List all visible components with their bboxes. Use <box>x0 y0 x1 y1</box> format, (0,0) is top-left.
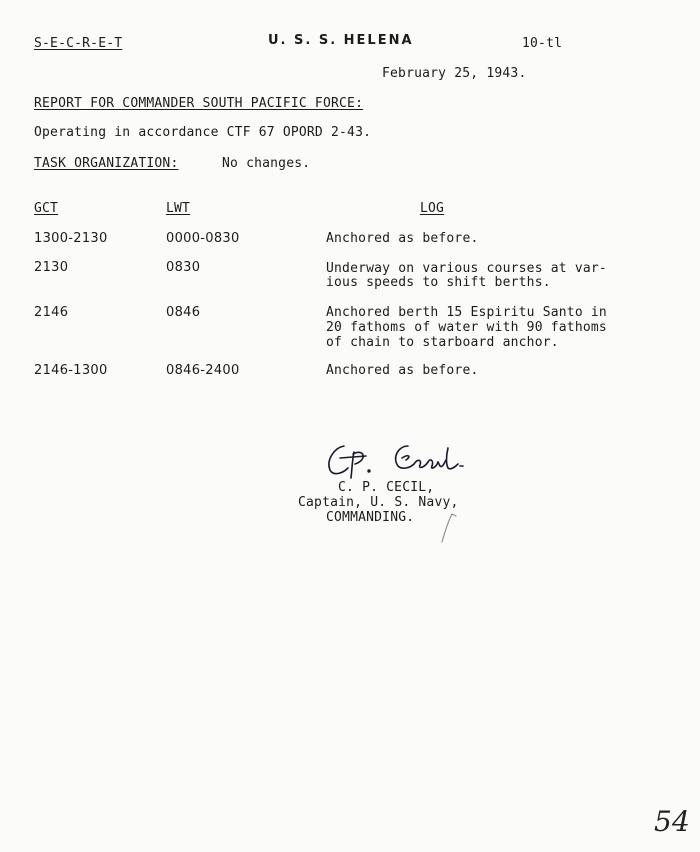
row-log-line: Underway on various courses at var- <box>326 261 607 276</box>
row-gct: 1300-2130 <box>34 231 108 246</box>
row-lwt: 0846-2400 <box>166 363 240 378</box>
row-gct: 2146-1300 <box>34 363 108 378</box>
row-log-line: of chain to starboard anchor. <box>326 335 559 350</box>
page-number: 54 <box>654 805 691 838</box>
handwritten-signature <box>322 438 482 482</box>
row-gct: 2130 <box>34 260 69 275</box>
row-log-line: Anchored as before. <box>326 363 479 378</box>
column-header-log: LOG <box>420 201 445 216</box>
row-log-line: ious speeds to shift berths. <box>326 275 551 290</box>
classification-mark: S-E-C-R-E-T <box>34 36 123 51</box>
signatory-title: Captain, U. S. Navy, <box>298 495 459 510</box>
reference-number: 10-tl <box>522 36 563 51</box>
row-log-line: Anchored as before. <box>326 231 479 246</box>
ship-name: U. S. S. HELENA <box>268 33 414 48</box>
row-log-line: 20 fathoms of water with 90 fathoms <box>326 320 607 335</box>
pencil-check-mark <box>438 512 460 546</box>
row-log-line: Anchored berth 15 Espiritu Santo in <box>326 305 607 320</box>
column-header-lwt: LWT <box>166 201 191 216</box>
row-lwt: 0830 <box>166 260 201 275</box>
signatory-role: COMMANDING. <box>326 510 415 525</box>
task-organization-value: No changes. <box>222 156 311 171</box>
row-lwt: 0000-0830 <box>166 231 240 246</box>
column-header-gct: GCT <box>34 201 59 216</box>
task-organization-label: TASK ORGANIZATION: <box>34 156 179 171</box>
report-heading: REPORT FOR COMMANDER SOUTH PACIFIC FORCE: <box>34 96 364 111</box>
signatory-name: C. P. CECIL, <box>338 480 435 495</box>
report-date: February 25, 1943. <box>382 66 527 81</box>
row-gct: 2146 <box>34 305 69 320</box>
row-lwt: 0846 <box>166 305 201 320</box>
operating-line: Operating in accordance CTF 67 OPORD 2-43. <box>34 125 372 140</box>
